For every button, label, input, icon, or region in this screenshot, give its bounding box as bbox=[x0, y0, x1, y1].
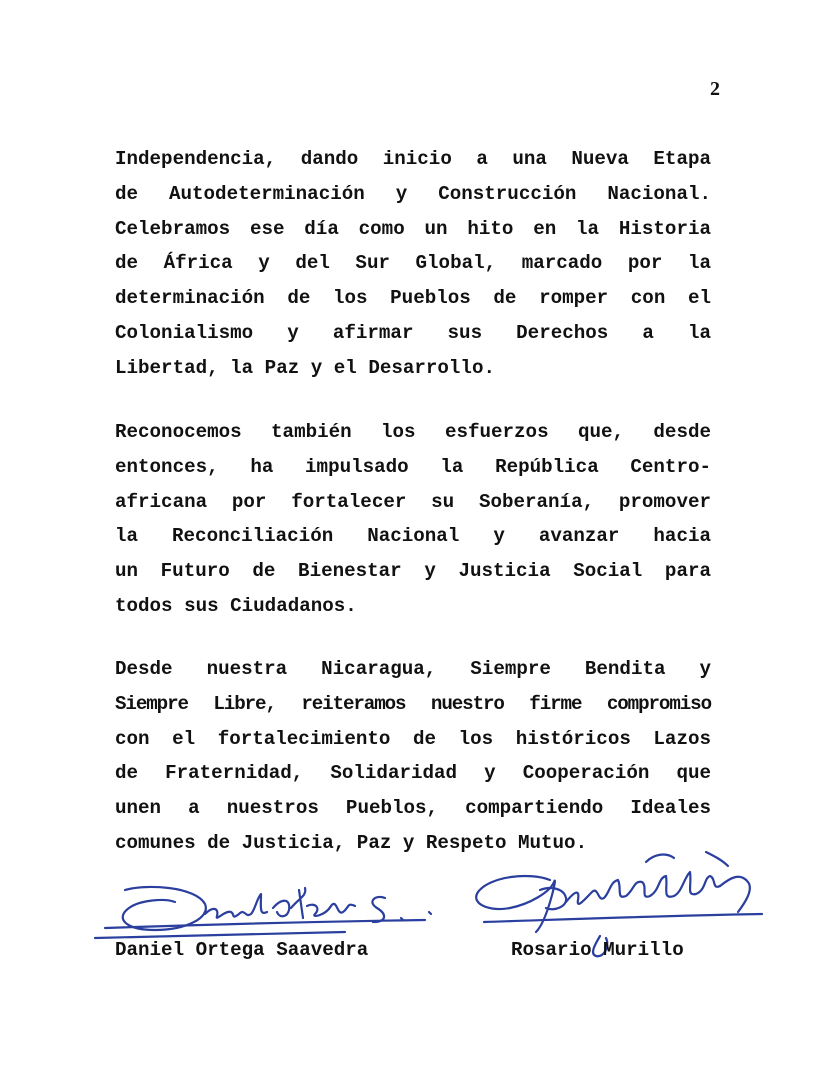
paragraph-line: Celebramos ese día como un hito en la Historia bbox=[115, 217, 711, 240]
paragraph-line: un Futuro de Bienestar y Justicia Social para bbox=[115, 560, 711, 583]
paragraph-line: determinación de los Pueblos de romper con el bbox=[115, 287, 711, 310]
paragraph-line: Reconocemos también los esfuerzos que, desde bbox=[115, 421, 711, 443]
paragraph-line: la Reconciliación Nacional y avanzar hacia bbox=[115, 525, 711, 548]
paragraph-line: unen a nuestros Pueblos, compartiendo Ideales bbox=[115, 797, 711, 820]
paragraph-line: africana por fortalecer su Soberanía, promover bbox=[115, 490, 711, 513]
paragraph-line: Libertad, la Paz y el Desarrollo. bbox=[115, 356, 495, 379]
paragraph-line: con el fortalecimiento de los históricos Lazos bbox=[115, 727, 711, 750]
paragraph-line: Siempre Libre, reiteramos nuestro firme compromiso bbox=[115, 692, 711, 715]
paragraph-line: Colonialismo y afirmar sus Derechos a la bbox=[115, 321, 711, 344]
paragraph-line: de África y del Sur Global, marcado por la bbox=[115, 252, 711, 275]
paragraph-line: Desde nuestra Nicaragua, Siempre Bendita y bbox=[115, 658, 711, 680]
paragraph-3 bbox=[115, 652, 711, 861]
paragraph-1 bbox=[115, 142, 711, 386]
paragraph-line: comunes de Justicia, Paz y Respeto Mutuo. bbox=[115, 831, 588, 854]
signatory-name: Daniel Ortega Saavedra bbox=[115, 939, 369, 961]
handwritten-signature-icon bbox=[85, 868, 445, 948]
paragraph-line: de Autodeterminación y Construcción Nacional. bbox=[115, 182, 711, 205]
paragraph-line: todos sus Ciudadanos. bbox=[115, 594, 357, 617]
paragraph-line: Independencia, dando inicio a una Nueva Etapa bbox=[115, 148, 711, 170]
paragraph-2 bbox=[115, 415, 711, 624]
page-number: 2 bbox=[710, 78, 720, 100]
paragraph-line: entonces, ha impulsado la República Centro- bbox=[115, 455, 711, 478]
signatory-name: Rosario Murillo bbox=[511, 939, 684, 961]
paragraph-line: de Fraternidad, Solidaridad y Cooperación que bbox=[115, 762, 711, 785]
